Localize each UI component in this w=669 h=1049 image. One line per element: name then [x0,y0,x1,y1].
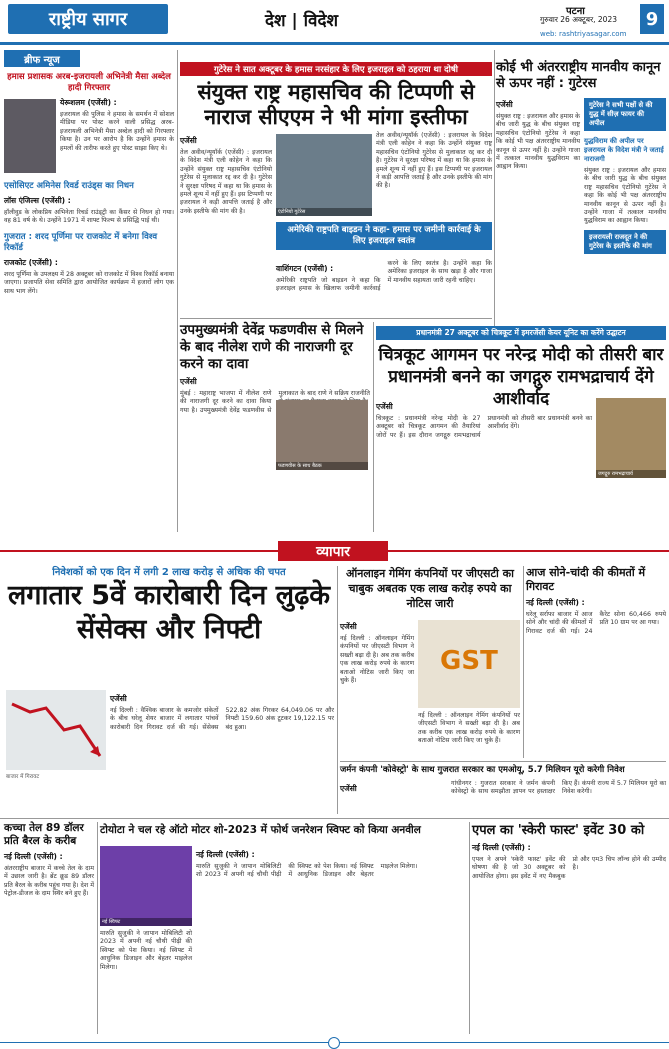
german-byline: एजेंसी [340,784,357,793]
page-footer [0,1036,669,1049]
brief-item-text: इजरायल की पुलिस ने हमास के समर्थन में सोशल मीडिया पर पोस्ट करने वाली प्रसिद्ध अरब-इजरायली अभिनेत्री मैसा अब्देल हादी को गिरफ्तार किया है। उन पर आरोप है कि उन्होंने हमास के हमलों की तारीफ करते हुए पोस्ट साझा किए थे। [60,111,174,152]
row-divider [340,761,666,762]
toyota-headline-box [100,822,466,842]
apple-byline: नई दिल्ली (एजेंसी) : [472,843,531,852]
apple-headline[interactable]: एपल का 'स्केरी फास्ट' इवेंट 30 को [472,823,645,838]
row-divider [180,318,492,319]
lead-strap: गुटेरेस ने सात अक्टूबर के हमास नरसंहार के लिए इजराइल को ठहराया था दोषी [180,62,492,76]
gst-text: नई दिल्ली : ऑनलाइन गेमिंग कंपनियों पर जीएसटी विभाग ने सख्ती बढ़ा दी है। अब तक करीब एक लाख करोड़ रुपये के कारण बताओ नोटिस जारी किए जा चुके हैं। [418,712,520,745]
footer-ornament-icon [328,1037,340,1049]
right-text: संयुक्त राष्ट्र : इजरायल और हमास के बीच जारी युद्ध के बीच संयुक्त राष्ट्र महासचिव एंटोनियो गुटेरेस ने कहा कि कोई भी पक्ष अंतरराष्ट्रीय मानवीय कानून से ऊपर नहीं है। उन्होंने गाजा में तत्काल मानवीय युद्धविराम का आह्वान किया। [584,167,666,225]
row-divider [0,818,669,819]
guterres-callouts [584,98,666,320]
german-headline[interactable]: जर्मन कंपनी 'कोवेस्ट्रो' के साथ गुजरात सरकार का एमओयू, 5.7 मिलियन यूरो करेगी निवेश [340,765,625,775]
gold-text: घरेलू सर्राफा बाजार में आज सोने और चांदी की कीमतों में गिरावट दर्ज की गई। 24 कैरेट सोना 60,466 रुपये प्रति 10 ग्राम पर आ गया। [526,611,666,635]
callout-box: गुटेरेस ने सभी पक्षों से की युद्ध में सीज़ फायर की अपील [584,98,666,131]
column-divider [373,322,374,532]
gst-headline-box [340,566,520,614]
german-headline-box [340,764,666,778]
column-divider [469,822,470,1034]
website-link[interactable]: web: rashtriyasagar.com [540,30,627,38]
brief-item-text: हॉलीवुड के लोकप्रिय अभिनेता रिचर्ड राउंड्ट्री का कैंसर से निधन हो गया। वह 81 वर्ष के थे। उन्होंने 1971 में शाफ्ट फिल्म से प्रसिद्धि पाई थी। [4,209,174,225]
fadnavis-text: मुंबई : महाराष्ट्र भाजपा में नीलेश राणे की नाराजगी दूर करने का दावा किया गया है। उपमुख्यमंत्री देवेंद्र फडणवीस से मुलाकात के बाद राणे ने सक्रिय राजनीति [180,390,370,414]
lead-headline[interactable]: संयुक्त राष्ट्र महासचिव की टिप्पणी से नाराज सीएएम ने भी मांगा इस्तीफा [197,80,475,129]
swift-car-photo [100,846,192,926]
gst-headline[interactable]: ऑनलाइन गेमिंग कंपनियों पर जीएसटी का चाबुक अबतक एक लाख करोड़ रुपये का नोटिस जारी [346,567,514,610]
rambhadracharya-photo [596,398,666,478]
gold-byline: नई दिल्ली (एजेंसी) : [526,598,585,607]
newspaper-logo: राष्ट्रीय सागर [8,4,168,34]
gst-story-body [340,618,414,758]
edition-city: पटना [566,6,585,17]
gold-story [526,566,666,758]
lead-story-body [180,132,272,312]
masthead [0,0,669,46]
subhead-text[interactable]: अमेरिकी राष्ट्रपति बाइडन ने कहा- हमास पर जमीनी कार्रवाई के लिए इजराइल स्वतंत्र [276,222,492,250]
section-title: देश | विदेश [265,11,339,31]
gst-image [418,620,520,708]
gold-headline[interactable]: आज सोने-चांदी की कीमतों में गिरावट [526,566,646,593]
modi-byline: एजेंसी [376,402,393,411]
photo-caption: नई स्विफ्ट [100,918,192,926]
brief-item-text: शरद पूर्णिमा के उपलक्ष्य में 28 अक्टूबर को राजकोट में विश्व रिकॉर्ड बनाया जाएगा। प्रजापति सेवा समिति द्वारा आयोजित कार्यक्रम में हजारों लोग एक साथ भाग लेंगे। [4,270,174,295]
lead-text: तेल अवीव/न्यूयॉर्क (एजेंसी) : इजरायल के विदेश मंत्री एली कोहेन ने कहा कि उन्होंने संयुक्त राष्ट्र महासचिव एंटोनियो गुटेरेस से मुलाकात रद्द कर दी है। गुटेरेस ने सुरक्षा परिषद में कहा था कि हमास के हमले शून्य में नहीं हुए हैं। इस टिप्पणी पर इजरायल ने कड़ी आपत्ति जताई है और उनके इस्तीफे की मांग की है। [376,132,492,190]
lead-byline: एजेंसी [180,136,197,145]
brief-item-byline: येरूशलम (एजेंसी) : [60,98,117,107]
apple-text: एपल ने अपने 'स्केरी फास्ट' इवेंट की घोषणा की है जो 30 अक्टूबर को आयोजित होगा। इस इवेंट में नए मैकबुक प्रो और एम3 चिप लॉन्च होने की उम्मीद है। [472,856,666,880]
brief-item-byline: राजकोट (एजेंसी) : [4,257,58,267]
markets-headline[interactable]: लगातार 5वें कारोबारी दिन लुढ़के सेंसेक्स और निफ्टी [7,580,331,645]
photo-caption: फडणवीस के साथ बैठक [276,462,368,470]
chart-caption: बाजार में गिरावट [6,774,40,780]
page-number: 9 [640,4,664,34]
sub-byline: वाशिंगटन (एजेंसी) : [276,264,334,273]
right-text: संयुक्त राष्ट्र : इजरायल और हमास के बीच जारी युद्ध के बीच संयुक्त राष्ट्र महासचिव एंटोनियो गुटेरेस ने कहा कि कोई भी पक्ष अंतरराष्ट्रीय मानवीय कानून से ऊपर नहीं है। उन्होंने गाजा में तत्काल मानवीय युद्धविराम का आह्वान किया। [496,113,580,171]
column-divider [494,50,495,326]
biden-story-body [276,260,492,316]
lead-story-continued [376,132,492,222]
markets-text: नई दिल्ली : वैश्विक बाजार के कमजोर संकेतों के बीच घरेलू शेयर बाजार में लगातार पांचवें कारोबारी दिन गिरावट दर्ज की गई। सेंसेक्स 522.82 अंक गिरकर 64,049.06 पर और निफ्टी 159.60 अंक टूटकर 19,122.15 पर बंद हुआ। [110,707,334,731]
guterres-story-body [496,96,580,318]
german-story-body [340,780,666,814]
column-divider [523,566,524,758]
apple-story [472,822,666,1034]
market-chart-image [6,690,106,770]
lead-text: तेल अवीव/न्यूयॉर्क (एजेंसी) : इजरायल के विदेश मंत्री एली कोहेन ने कहा कि उन्होंने संयुक्त राष्ट्र महासचिव एंटोनियो गुटेरेस से मुलाकात रद्द कर दी है। गुटेरेस ने सुरक्षा परिषद में कहा था कि हमास के हमले शून्य में नहीं हुए हैं। इस टिप्पणी पर इजरायल ने कड़ी आपत्ति जताई है और उनके इस्तीफे की मांग की है। [180,149,272,215]
edition-date: गुरुवार 26 अक्टूबर, 2023 [540,15,618,24]
decline-line [12,704,100,756]
sub-text: अमेरिकी राष्ट्रपति जो बाइडन ने कहा कि इजराइल हमास के खिलाफ जमीनी कार्रवाई करने के लिए स्वतंत्र है। उन्होंने कहा कि अमेरिका इजराइल के साथ खड़ा है और गाजा में मानवीय सहायता जारी रहनी चाहिए। [276,260,492,293]
modi-headline[interactable]: चित्रकूट आगमन पर नरेन्द्र मोदी को तीसरी बार प्रधानमंत्री बनने का जगद्गुरु रामभद्राचार्य देंगे आशीर्वाद [378,345,664,409]
business-label: व्यापार [278,541,388,561]
business-section-bar [0,540,669,562]
actress-photo [4,99,56,173]
crude-oil-story [4,822,94,1034]
markets-headline-box [4,566,334,686]
right-byline: एजेंसी [496,100,513,109]
crude-oil-byline: नई दिल्ली (एजेंसी) : [4,852,63,861]
column-divider [177,50,178,532]
markets-kicker: निवेशकों को एक दिन में लगी 2 लाख करोड़ से अधिक की चपत [52,567,286,578]
brief-item-headline[interactable]: हमास प्रशासक अरब-इजरायली अभिनेत्री मैसा अब्देल हादी गिरफ्तार [7,72,171,93]
toyota-text: मारुति सुजुकी ने जापान मोबिलिटी शो 2023 में अपनी नई चौथी पीढ़ी की स्विफ्ट को पेश किया। नई स्विफ्ट में आधुनिक डिजाइन और बेहतर माइलेज मिलेगा। [100,930,192,971]
column-divider [337,566,338,814]
fadnavis-photo [276,400,368,470]
callout-box: इजरायली राजदूत ने की गुटेरेस के इस्तीफे की मांग [584,230,666,254]
brief-item-headline[interactable]: गुजरात : शरद पूर्णिमा पर राजकोट में बनेगा विश्व रिकॉर्ड [4,231,158,253]
toyota-story-body [196,846,466,1034]
crude-oil-text: अंतरराष्ट्रीय बाजार में कच्चे तेल के दाम में उछाल जारी है। ब्रेंट क्रूड 89 डॉलर प्रति बैरल के करीब पहुंच गया है। देश में पेट्रोल-डीजल के दाम स्थिर बने हुए हैं। [4,865,94,898]
gst-image-text: GST [440,646,498,676]
crude-oil-headline[interactable]: कच्चा तेल 89 डॉलर प्रति बैरल के करीब [4,822,84,847]
guterres-headline[interactable]: कोई भी अंतरराष्ट्रीय मानवीय कानून से ऊपर नहीं : गुटेरस [496,60,661,91]
biden-subhead [276,222,492,256]
toyota-headline[interactable]: टोयोटा ने चल रहे ऑटो मोटर शो-2023 में फोर्थ जनरेशन स्विफ्ट को किया अनवील [100,824,421,836]
toyota-text: मारुति सुजुकी ने जापान मोबिलिटी शो 2023 में अपनी नई चौथी पीढ़ी की स्विफ्ट को पेश किया। नई स्विफ्ट में आधुनिक डिजाइन और बेहतर माइलेज मिलेगा। [196,863,418,879]
column-divider [97,822,98,1034]
markets-story-body [110,690,334,814]
german-text: गांधीनगर : गुजरात सरकार ने जर्मन कंपनी कोवेस्ट्रो के साथ समझौता ज्ञापन पर हस्ताक्षर किए हैं। कंपनी राज्य में 5.7 मिलियन यूरो का निवेश करेगी। [451,780,666,796]
brief-news-label: ब्रीफ न्यूज [4,50,80,67]
brief-item-headline[interactable]: एसोसिएट अमिनेस रिवर्ड राउंड्स का निधन [4,181,134,191]
guterres-photo [276,134,372,216]
fadnavis-byline: एजेंसी [180,377,197,386]
modi-strap: प्रधानमंत्री 27 अक्टूबर को चित्रकूट में इमरजेंसी केयर यूनिट का करेंगे उद्घाटन [376,326,666,340]
gst-story-continued [418,712,520,758]
brief-news-column [4,72,174,532]
callout-text: युद्धविराम की अपील पर इजरायल के विदेश मंत्री ने जताई नाराजगी [584,137,664,163]
photo-caption: जगद्गुरु रामभद्राचार्य [596,470,666,478]
toyota-byline: नई दिल्ली (एजेंसी) : [196,850,255,859]
gst-text: नई दिल्ली : ऑनलाइन गेमिंग कंपनियों पर जीएसटी विभाग ने सख्ती बढ़ा दी है। अब तक करीब एक लाख करोड़ रुपये के कारण बताओ नोटिस जारी किए जा चुके हैं। [340,635,414,685]
fadnavis-headline[interactable]: उपमुख्यमंत्री देवेंद्र फडणवीस से मिलने के बाद नीलेश राणे की नाराजगी दूर करने का दावा [180,322,364,372]
market-decline-graphic [6,690,106,770]
gst-byline: एजेंसी [340,622,357,631]
modi-text: चित्रकूट : प्रधानमंत्री नरेन्द्र मोदी के 27 अक्टूबर को चित्रकूट आगमन की तैयारियां जोरों पर हैं। इस दौरान जगद्गुरु रामभद्राचार्य प्रधानमंत्री को तीसरी बार प्रधानमंत्री बनने का आशीर्वाद देंगे। [376,415,592,439]
masthead-rule [0,42,669,45]
markets-byline: एजेंसी [110,694,127,703]
modi-story-body [376,398,666,532]
photo-caption: एंटोनियो गुटेरेस [276,208,372,216]
toyota-story-continued [100,930,192,1034]
brief-item-byline: लॉस एंजिल्स (एजेंसी) : [4,196,71,205]
